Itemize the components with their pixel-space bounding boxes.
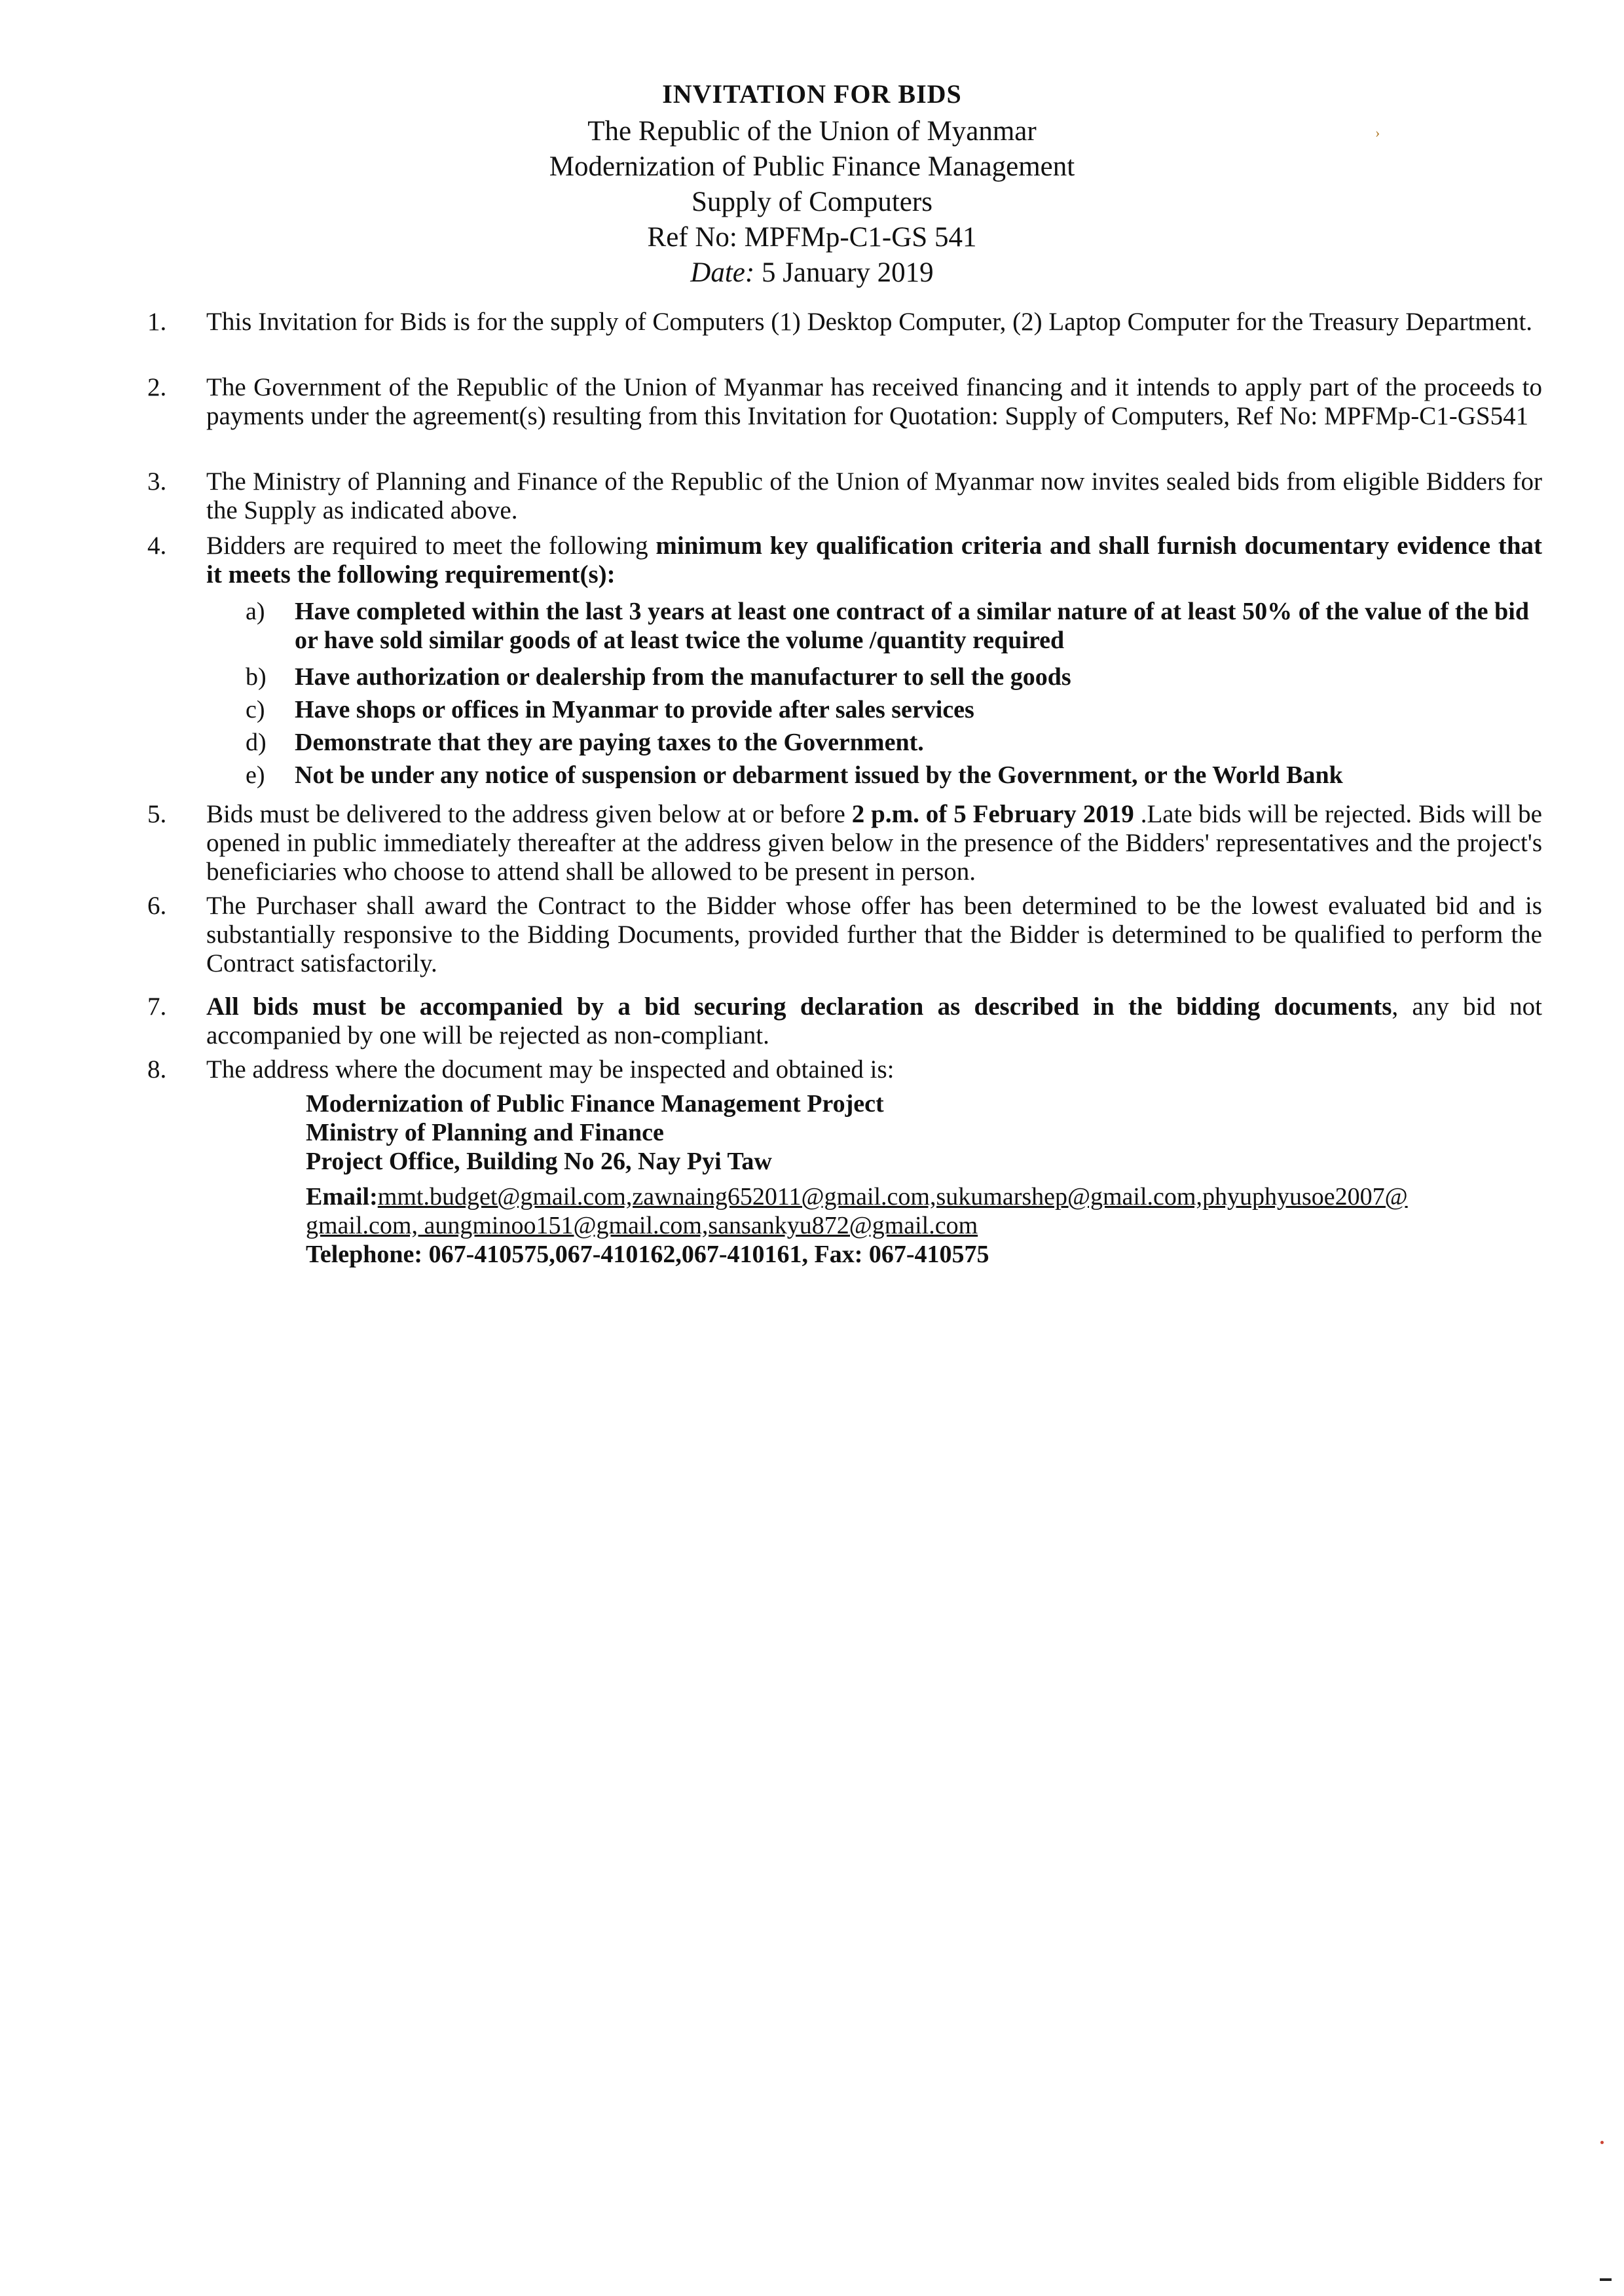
list-item: [147, 532, 1542, 589]
email-links-continued[interactable]: gmail.com, aungminoo151@gmail.com,sansankyu872@gmail.com: [306, 1212, 978, 1239]
requirement-text: Have completed within the last 3 years at least one contract of a similar nature of at least 50% of the value of the bid or have sold similar goods of at least twice the volume /quantity required: [295, 598, 1529, 654]
item-number: 7.: [147, 993, 167, 1021]
scan-mark: [1600, 2141, 1604, 2144]
list-item: [147, 373, 1542, 431]
list-item: [147, 467, 1542, 525]
requirement-letter: d): [246, 729, 267, 756]
requirement-item: [246, 761, 1529, 790]
date-value: 5 January 2019: [761, 257, 934, 288]
item-text-bold: minimum key qualification criteria and shall furnish documentary evidence that it meets the following requirement(s):: [206, 532, 1543, 589]
requirement-item: [246, 695, 1529, 724]
item-number: 3.: [147, 467, 167, 496]
list-item: [147, 308, 1542, 337]
item-number: 5.: [147, 800, 167, 828]
item-text: .Late bids will be rejected. Bids will be opened in public immediately thereafter at the address given below in the presence of the Bidders' representatives and the project's beneficiaries who choose to attend shall be allowed to be present in person.: [206, 800, 1542, 886]
requirement-text: Not be under any notice of suspension or debarment issued by the Government, or the World Bank: [295, 761, 1343, 789]
deadline-text: 2 p.m. of 5 February 2019: [851, 800, 1134, 828]
date-label: Date:: [690, 257, 755, 288]
reference-number: Ref No: MPFMp-C1-GS 541: [647, 222, 977, 253]
address-ministry: Ministry of Planning and Finance: [306, 1119, 664, 1146]
list-item: [147, 892, 1542, 978]
item-text: Bidders are required to meet the following: [206, 532, 656, 560]
country-line: The Republic of the Union of Myanmar: [587, 116, 1037, 147]
telephone-line: Telephone: 067-410575,067-410162,067-410161, Fax: 067-410575: [306, 1241, 989, 1268]
item-number: 1.: [147, 308, 167, 336]
requirement-item: [246, 728, 1529, 757]
item-number: 8.: [147, 1055, 167, 1084]
list-item: [147, 993, 1542, 1050]
list-item: [147, 1055, 1542, 1084]
requirement-text: Demonstrate that they are paying taxes to the Government.: [295, 729, 924, 756]
item-text: Bids must be delivered to the address given below at or before: [206, 800, 852, 828]
project-line: Modernization of Public Finance Management: [549, 151, 1075, 182]
requirement-letter: c): [246, 696, 265, 723]
scan-mark: ›: [1375, 124, 1380, 141]
item-text: This Invitation for Bids is for the supply of Computers (1) Desktop Computer, (2) Laptop Computer for the Treasury Department.: [206, 308, 1533, 336]
document-title: INVITATION FOR BIDS: [662, 79, 962, 109]
requirement-letter: b): [246, 663, 267, 691]
address-block: [306, 1089, 1550, 1269]
requirement-letter: a): [246, 598, 265, 625]
requirement-text: Have shops or offices in Myanmar to provide after sales services: [295, 696, 974, 723]
item-text: The Government of the Republic of the Union of Myanmar has received financing and it intends to apply part of the proceeds to payments under the agreement(s) resulting from this Invitation for Quotation: Supply of Computers, Ref No: MPFMp-C1-GS541: [206, 373, 1542, 430]
item-text: The Purchaser shall award the Contract to the Bidder whose offer has been determined to be the lowest evaluated bid and is substantially responsive to the Bidding Documents, provided further that the Bidder is determined to be qualified to perform the Contract satisfactorily.: [206, 892, 1542, 977]
item-text: , any bid not accompanied by one will be rejected as non-compliant.: [206, 993, 1543, 1049]
supply-line: Supply of Computers: [692, 187, 932, 217]
list-item: [147, 800, 1542, 886]
email-line: [306, 1182, 1550, 1211]
requirement-letter: e): [246, 761, 265, 789]
address-office: Project Office, Building No 26, Nay Pyi Taw: [306, 1148, 772, 1175]
item-number: 2.: [147, 373, 167, 401]
item-number: 4.: [147, 532, 167, 560]
address-project: Modernization of Public Finance Management Project: [306, 1090, 884, 1118]
item-text-bold: All bids must be accompanied by a bid securing declaration as described in the bidding documents: [206, 993, 1392, 1021]
requirement-text: Have authorization or dealership from the manufacturer to sell the goods: [295, 663, 1071, 691]
item-text: The address where the document may be inspected and obtained is:: [206, 1055, 895, 1084]
item-number: 6.: [147, 892, 167, 920]
email-label: Email:: [306, 1183, 378, 1211]
scan-mark: [1600, 2278, 1612, 2281]
email-links[interactable]: mmt.budget@gmail.com,zawnaing652011@gmail.com,sukumarshep@gmail.com,phyuphyusoe2007@: [377, 1183, 1408, 1211]
item-text: The Ministry of Planning and Finance of the Republic of the Union of Myanmar now invites sealed bids from eligible Bidders for the Supply as indicated above.: [206, 467, 1542, 524]
requirement-item: [246, 597, 1529, 655]
requirement-item: [246, 663, 1529, 691]
